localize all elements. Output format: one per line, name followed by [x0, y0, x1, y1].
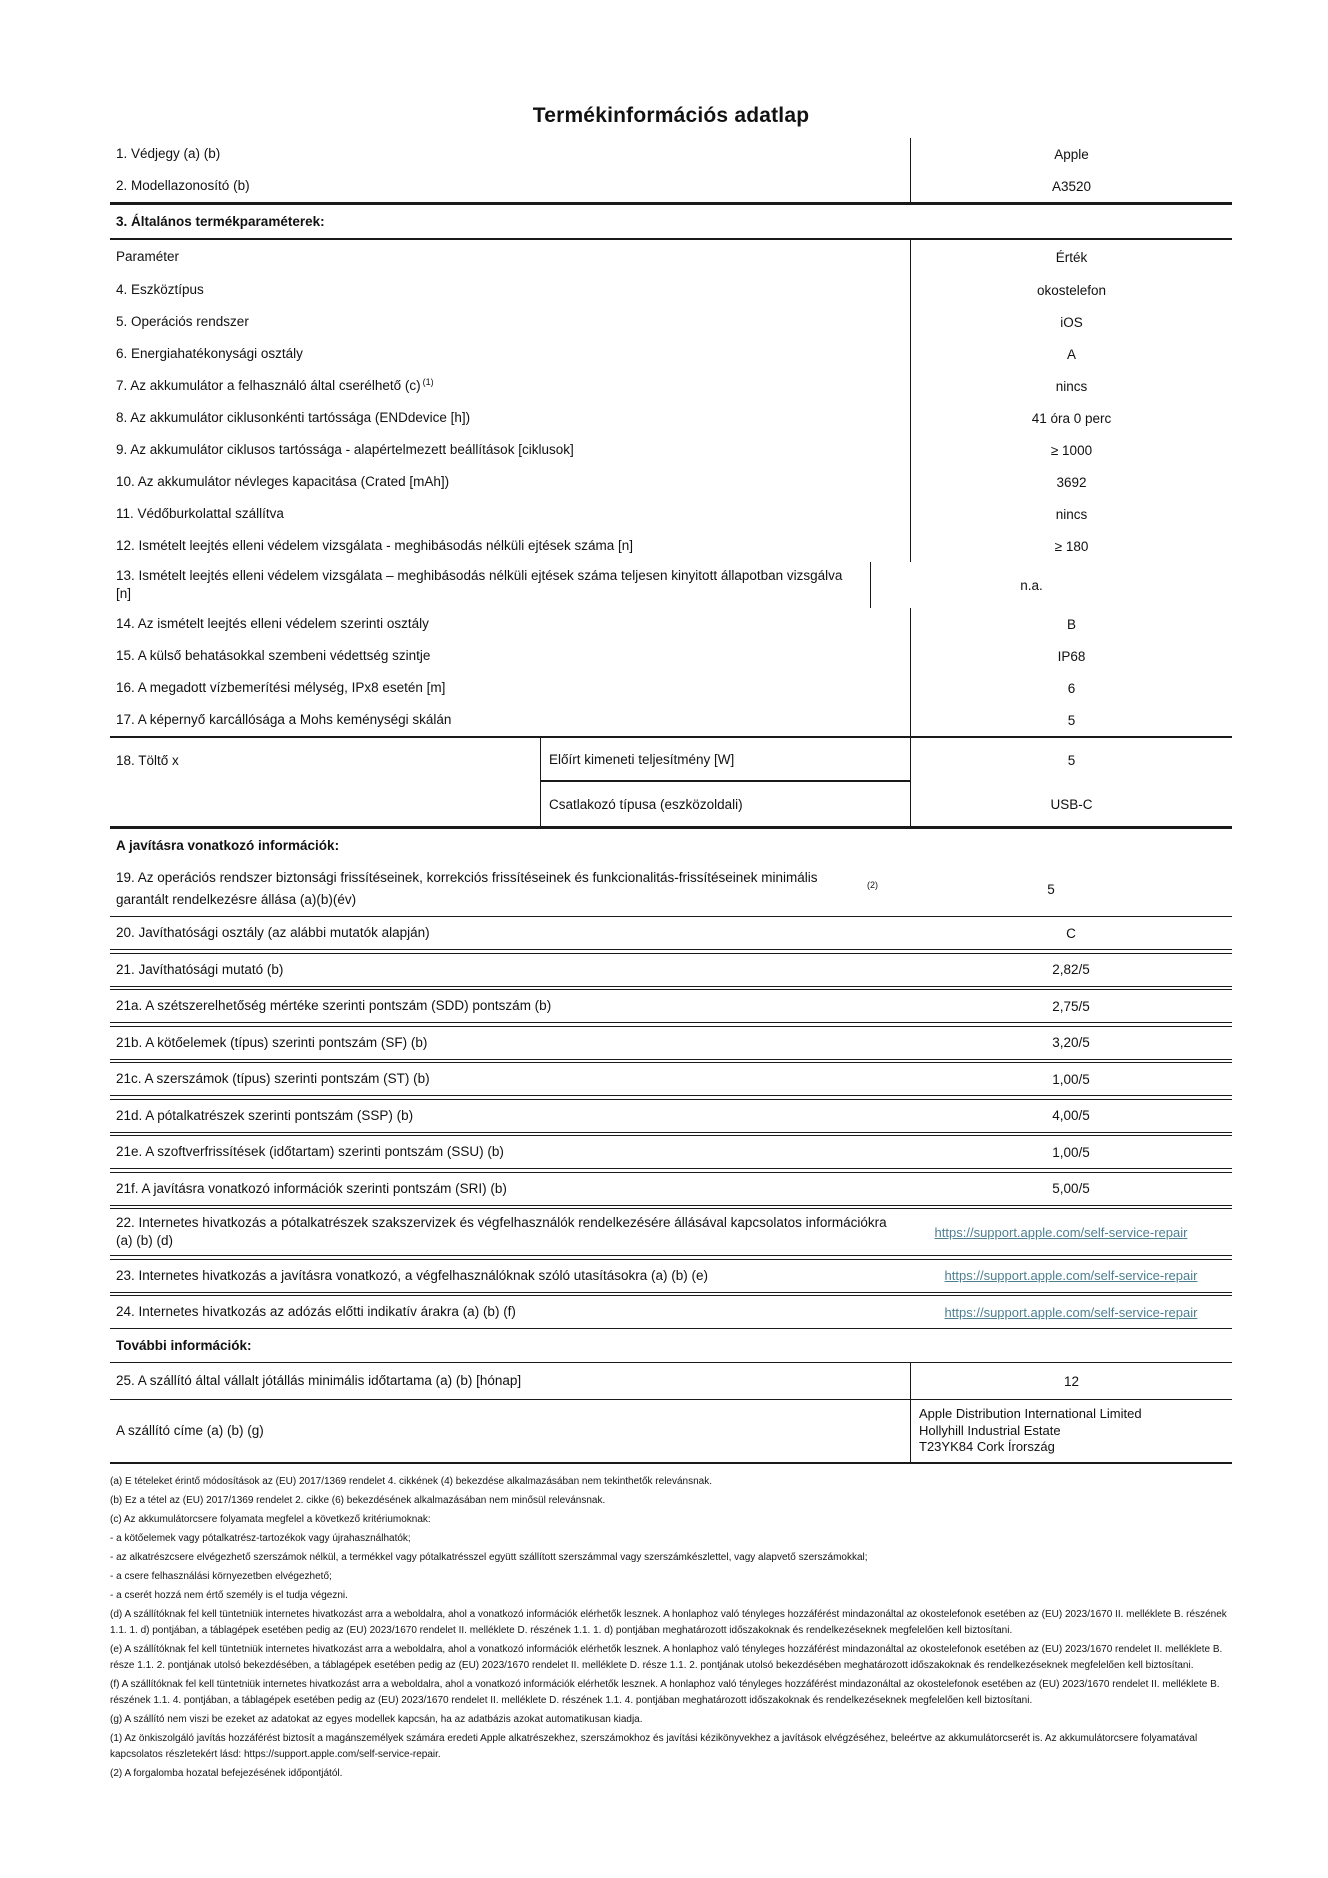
table-row — [110, 862, 1232, 917]
row-label: 25. A szállító által vállalt jótállás minimális időtartama (a) (b) [hónap] — [116, 1373, 522, 1388]
row-value: 3692 — [910, 466, 1232, 498]
row-value: 3,20/5 — [1052, 1035, 1090, 1050]
footnote: - a csere felhasználási környezetben elvégezhető; — [110, 1571, 332, 1582]
table-row — [110, 1400, 1232, 1462]
table-row — [110, 672, 1232, 704]
row-label: 24. Internetes hivatkozás az adózás előtti indikatív árakra (a) (b) (f) — [116, 1304, 516, 1319]
supplier-address-line: T23YK84 Cork Írország — [919, 1439, 1055, 1455]
footnote: (a) E tételeket érintő módosítások az (EU) 2017/1369 rendelet 4. cikkének (4) bekezdése alkalmazásában nem tekinthetők relevánsnak. — [110, 1476, 712, 1487]
table-row — [110, 1172, 1232, 1206]
footnote: - az alkatrészcsere elvégezhető szerszámok nélkül, a termékkel vagy pótalkatrésszel együtt szállított szerszámmal vagy szerszámkészlettel, vagy alapvető szerszámokkal; — [110, 1552, 868, 1563]
row-label: 21d. A pótalkatrészek szerinti pontszám (SSP) (b) — [116, 1107, 414, 1123]
row-value: ≥ 180 — [910, 530, 1232, 562]
footnotes — [110, 1474, 1232, 1782]
row-value: 12 — [910, 1363, 1232, 1399]
table-header-row — [110, 240, 1232, 274]
supplier-address-line: Apple Distribution International Limited — [919, 1406, 1142, 1422]
footnote: - a cserét hozzá nem értő személy is el tudja végezni. — [110, 1590, 348, 1601]
table-row — [110, 402, 1232, 434]
charger-block — [110, 738, 1232, 829]
section-heading-general: 3. Általános termékparaméterek: — [110, 205, 1232, 240]
row-value: ≥ 1000 — [910, 434, 1232, 466]
row-value — [910, 1260, 1232, 1292]
table-row — [110, 138, 1232, 170]
general-table — [110, 240, 1232, 738]
row-value — [910, 1296, 1232, 1328]
row-label: 13. Ismételt leejtés elleni védelem vizsgálata – meghibásodás nélküli ejtések száma teljesen kinyitott állapotban vizsgálva [n] — [116, 568, 843, 601]
row-label: 21. Javíthatósági mutató (b) — [116, 961, 284, 977]
footnote: (e) A szállítóknak fel kell tüntetniük internetes hivatkozást arra a weboldalra, ahol a vonatkozó információk elérhetők lesznek. A honlaphoz való tényleges hozzáférést mindazonáltal az okostelefonok esetében az (EU) 2023/1670 rendelet II. melléklete B. része 1.1. 2. pontjának utolsó bekezdésében, a táblagépek esetében pedig az (EU) 2023/1670 rendelet II. melléklete D. része 1.1. 2. pontjának utolsó bekezdésében meghatározott időszakoknak és rendelkezéseknek megfelelően kell biztosítani. — [110, 1644, 1223, 1671]
table-row — [110, 306, 1232, 338]
row-value: B — [910, 608, 1232, 640]
row-value: 41 óra 0 perc — [910, 402, 1232, 434]
footnote: (f) A szállítóknak fel kell tüntetniük internetes hivatkozást arra a weboldalra, ahol a vonatkozó információk elérhetők lesznek. A honlaphoz való tényleges hozzáférést mindazonáltal az okostelefonok esetében az (EU) 2023/1670 rendelet II. melléklete B. részének 1.1. 4. pontjában, a táblagépek esetében pedig az (EU) 2023/1670 rendelet II. melléklete D. részének 1.1. 4. pontjában meghatározott időszakoknak és rendelkezéseknek megfelelően kell biztosítani. — [110, 1679, 1220, 1706]
row-label: 6. Energiahatékonysági osztály — [116, 346, 303, 361]
row-value: A — [910, 338, 1232, 370]
row-value: USB-C — [910, 782, 1232, 826]
row-label: 21c. A szerszámok (típus) szerinti pontszám (ST) (b) — [116, 1071, 430, 1086]
table-row — [110, 370, 1232, 402]
row-value: C — [1066, 925, 1076, 941]
table-row — [110, 953, 1232, 987]
table-row — [110, 338, 1232, 370]
row-label: 4. Eszköztípus — [116, 282, 204, 297]
row-value: 5 — [910, 704, 1232, 736]
table-row — [110, 608, 1232, 640]
row-value: Apple — [910, 138, 1232, 170]
self-service-repair-link[interactable]: https://support.apple.com/self-service-repair — [934, 1224, 1188, 1240]
row-label: 12. Ismételt leejtés elleni védelem vizsgálata - meghibásodás nélküli ejtések száma [n] — [116, 538, 634, 553]
charger-sub-label: Előírt kimeneti teljesítmény [W] — [540, 738, 910, 782]
row-value — [900, 1209, 1222, 1255]
row-label: 1. Védjegy (a) (b) — [116, 146, 221, 161]
row-value: iOS — [910, 306, 1232, 338]
row-label: 17. A képernyő karcállósága a Mohs keménységi skálán — [116, 712, 452, 727]
table-row — [110, 917, 1232, 950]
row-label: 21f. A javításra vonatkozó információk szerinti pontszám (SRI) (b) — [116, 1180, 507, 1196]
table-row — [110, 989, 1232, 1023]
sheet-content — [110, 104, 1232, 1785]
footnote: (c) Az akkumulátorcsere folyamata megfelel a következő kritériumoknak: — [110, 1514, 431, 1525]
supplier-address — [910, 1400, 1232, 1462]
table-row — [110, 1135, 1232, 1169]
row-label: 21e. A szoftverfrissítések (időtartam) szerinti pontszám (SSU) (b) — [116, 1144, 504, 1159]
table-row — [110, 274, 1232, 306]
row-label: 10. Az akkumulátor névleges kapacitása (Crated [mAh]) — [116, 474, 450, 489]
self-service-repair-link[interactable]: https://support.apple.com/self-service-repair — [944, 1304, 1198, 1320]
row-value: 2,75/5 — [1052, 998, 1090, 1014]
table-row — [110, 1062, 1232, 1096]
row-label: 2. Modellazonosító (b) — [116, 178, 250, 193]
row-value: 6 — [910, 672, 1232, 704]
row-value: okostelefon — [910, 274, 1232, 306]
row-label: A szállító címe (a) (b) (g) — [116, 1423, 264, 1438]
row-label: 20. Javíthatósági osztály (az alábbi mutatók alapján) — [116, 925, 430, 940]
table-row — [110, 434, 1232, 466]
table-row — [110, 170, 1232, 202]
table-row — [110, 640, 1232, 672]
page-title: Termékinformációs adatlap — [532, 104, 810, 127]
row-label: 22. Internetes hivatkozás a pótalkatrészek szakszervizek és végfelhasználók rendelkezésére állásával kapcsolatos információkra (a) (b) (d) — [116, 1215, 887, 1248]
row-value: 2,82/5 — [1052, 962, 1090, 977]
row-label: 7. Az akkumulátor a felhasználó által cserélhető (c) $^{(1)}$ — [116, 377, 434, 393]
identity-block — [110, 138, 1232, 205]
row-value: A3520 — [910, 170, 1232, 202]
row-label: 9. Az akkumulátor ciklusos tartóssága - alapértelmezett beállítások [ciklusok] — [116, 442, 574, 457]
footnote: (1) Az önkiszolgáló javítás hozzáférést biztosít a magánszemélyek számára eredeti Apple alkatrészekhez, szerszámokhoz és javítási kézikönyvekhez a javítások elvégzéséhez, beleértve az akkumulátorcserét is. Az akkumulátorcsere folyamatával kapcsolatos részletekért lásd: https://support.apple.com/self-service-repair. — [110, 1733, 1198, 1760]
row-label: 14. Az ismételt leejtés elleni védelem szerinti osztály — [116, 616, 429, 631]
charger-row — [110, 782, 1232, 826]
column-header-parameter: Paraméter — [116, 249, 180, 264]
row-label — [110, 782, 540, 826]
row-label: 11. Védőburkolattal szállítva — [116, 506, 284, 521]
row-label: 21b. A kötőelemek (típus) szerinti pontszám (SF) (b) — [116, 1034, 428, 1050]
table-row — [110, 704, 1232, 736]
row-value: IP68 — [910, 640, 1232, 672]
row-value: nincs — [910, 370, 1232, 402]
section-heading-more: További információk: — [116, 1338, 252, 1353]
table-row — [110, 1295, 1232, 1329]
column-header-value: Érték — [910, 240, 1232, 274]
footnote: (2) A forgalomba hozatal befejezésének időpontjától. — [110, 1768, 343, 1779]
table-row — [110, 1099, 1232, 1133]
row-label: 19. Az operációs rendszer biztonsági frissítéseinek, korrekciós frissítéseinek és funkcionalitás-frissítéseinek minimális garantált rendelkezésre állása (a)(b)(év) $^{(2)}$ — [116, 870, 878, 907]
row-value: 5,00/5 — [1052, 1181, 1090, 1196]
row-value: 5 — [1047, 881, 1055, 897]
table-row — [110, 466, 1232, 498]
more-info-block — [110, 1362, 1232, 1464]
self-service-repair-link[interactable]: https://support.apple.com/self-service-repair — [944, 1268, 1198, 1283]
row-value: 5 — [910, 738, 1232, 782]
table-row — [110, 1362, 1232, 1400]
charger-row — [110, 738, 1232, 782]
row-label: 18. Töltő x — [116, 752, 179, 768]
table-row — [110, 530, 1232, 562]
row-value: nincs — [910, 498, 1232, 530]
row-value: 1,00/5 — [1052, 1071, 1090, 1087]
section-heading-repair: A javításra vonatkozó információk: — [116, 838, 340, 853]
row-label: 16. A megadott vízbemerítési mélység, IPx8 esetén [m] — [116, 680, 446, 695]
footnote: (d) A szállítóknak fel kell tüntetniük internetes hivatkozást arra a weboldalra, ahol a vonatkozó információk elérhetők lesznek. A honlaphoz való tényleges hozzáférést mindazonáltal az okostelefonok esetében az (EU) 2023/1670 II. melléklete B. részének 1.1. 1. d) pontjában, a táblagépek esetében pedig az (EU) 2023/1670 rendelet II. melléklete D. részének 1.1. 1. d) pontjában meghatározott időszakoknak és rendelkezéseknek megfelelően kell biztosítani. — [110, 1609, 1227, 1636]
footnote: (b) Ez a tétel az (EU) 2017/1369 rendelet 2. cikke (6) bekezdésének alkalmazásában nem minősül relevánsnak. — [110, 1495, 606, 1506]
footnote: (g) A szállító nem viszi be ezeket az adatokat az egyes modellek kapcsán, ha az adatbázis azokat automatikusan kiadja. — [110, 1714, 643, 1725]
table-row — [110, 498, 1232, 530]
charger-sub-label: Csatlakozó típusa (eszközoldali) — [540, 782, 910, 826]
row-label: 5. Operációs rendszer — [116, 314, 249, 329]
table-row — [110, 1026, 1232, 1060]
row-value: 1,00/5 — [1052, 1144, 1090, 1160]
table-row — [110, 1208, 1232, 1256]
supplier-address-line: Hollyhill Industrial Estate — [919, 1422, 1061, 1438]
table-row — [110, 1259, 1232, 1293]
row-value: n.a. — [870, 562, 1192, 608]
footnote: - a kötőelemek vagy pótalkatrész-tartozékok vagy újrahasználhatók; — [110, 1533, 411, 1544]
row-label: 23. Internetes hivatkozás a javításra vonatkozó, a végfelhasználóknak szóló utasításokra (a) (b) (e) — [116, 1267, 709, 1283]
table-row — [110, 562, 1232, 608]
row-label: 8. Az akkumulátor ciklusonkénti tartóssága (ENDdevice [h]) — [116, 410, 471, 425]
row-label: 15. A külső behatásokkal szembeni védettség szintje — [116, 648, 431, 663]
row-value: 4,00/5 — [1052, 1108, 1090, 1123]
row-label: 21a. A szétszerelhetőség mértéke szerinti pontszám (SDD) pontszám (b) — [116, 998, 552, 1013]
